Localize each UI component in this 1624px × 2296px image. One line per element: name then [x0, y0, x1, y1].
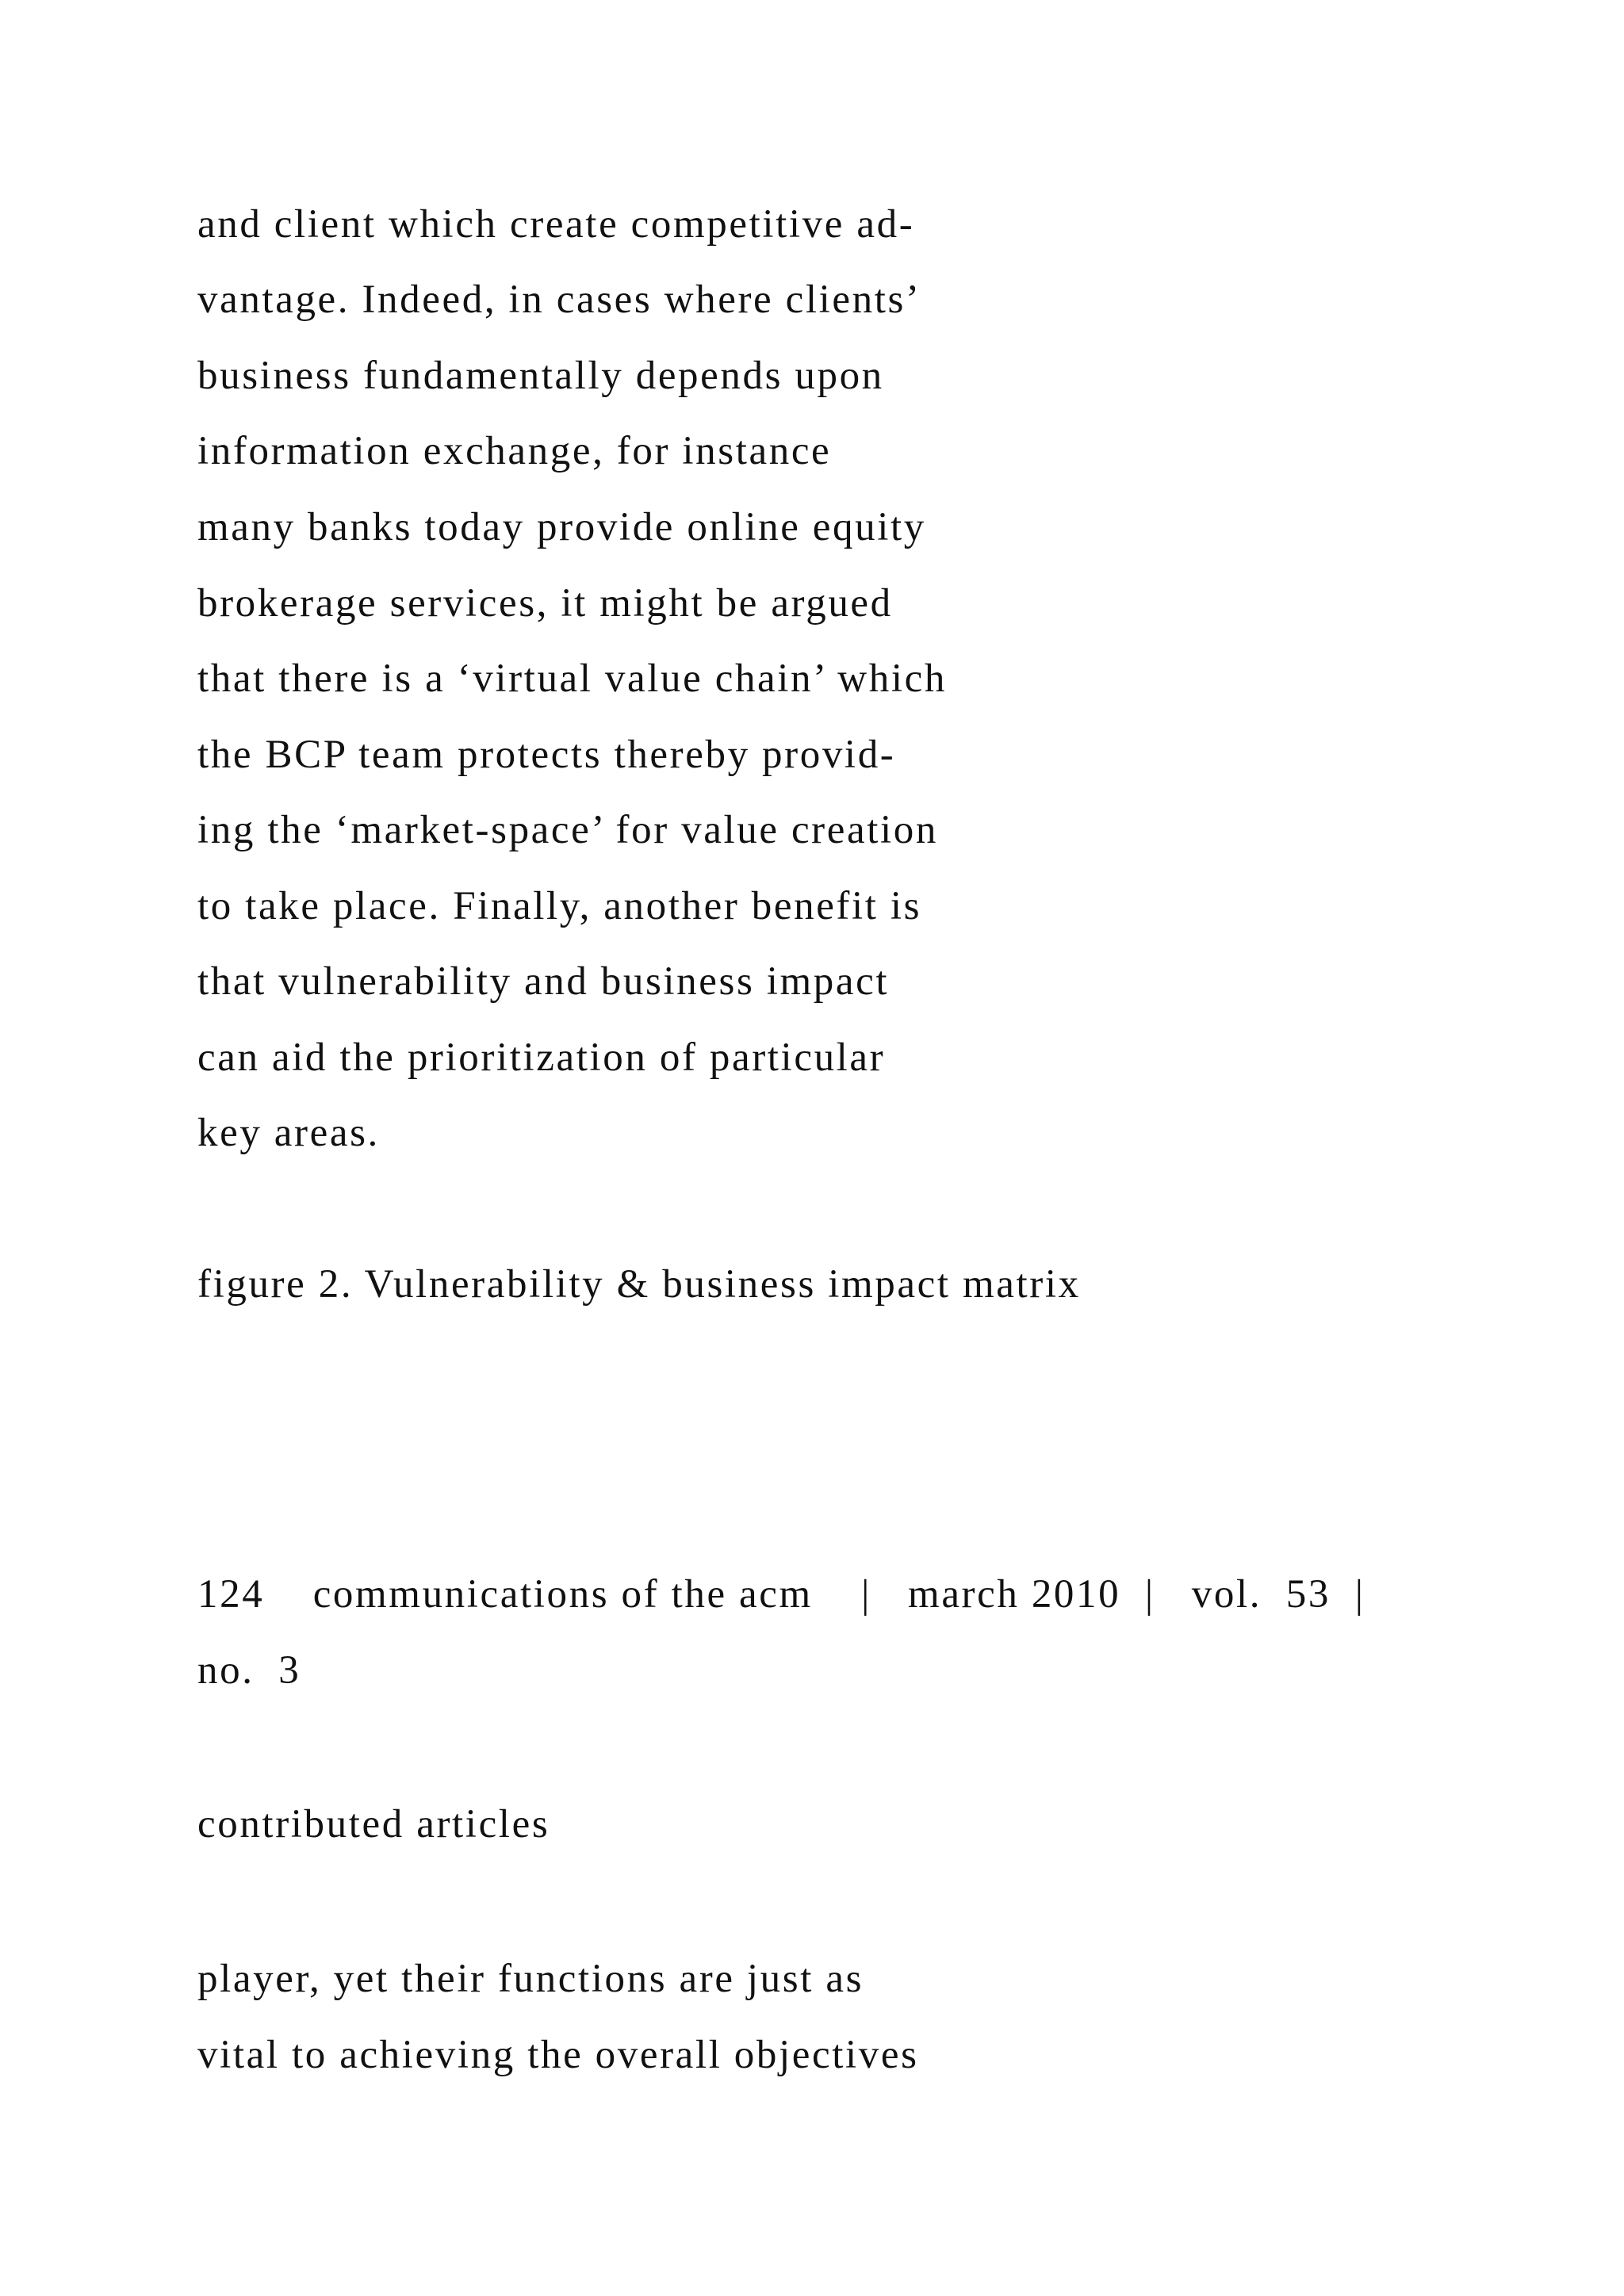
body-text-line: player, yet their functions are just as: [197, 1957, 864, 2001]
body-text-line: information exchange, for instance: [197, 429, 832, 473]
body-text-line: vital to achieving the overall objectives: [197, 2033, 919, 2077]
body-text-line: brokerage services, it might be argued: [197, 581, 893, 626]
body-text-line: key areas.: [197, 1111, 380, 1155]
body-text-line: that there is a ‘virtual value chain’ which: [197, 656, 947, 701]
figure-caption: figure 2. Vulnerability & business impact matrix: [197, 1262, 1081, 1307]
body-text-line: ing the ‘market-space’ for value creation: [197, 808, 938, 852]
section-label: contributed articles: [197, 1802, 550, 1846]
body-text-line: many banks today provide online equity: [197, 505, 926, 549]
body-text-line: that vulnerability and business impact: [197, 959, 890, 1004]
body-text-line: and client which create competitive ad-: [197, 202, 915, 247]
page-footer-line: 124 communications of the acm | march 2010 | vol. 53 |: [197, 1572, 1365, 1617]
body-text-line: business fundamentally depends upon: [197, 354, 884, 398]
body-text-line: can aid the prioritization of particular: [197, 1035, 886, 1080]
page-footer-line: no. 3: [197, 1648, 301, 1693]
body-text-line: to take place. Finally, another benefit is: [197, 884, 922, 928]
body-text-line: vantage. Indeed, in cases where clients’: [197, 277, 921, 322]
body-text-line: the BCP team protects thereby provid-: [197, 733, 896, 777]
